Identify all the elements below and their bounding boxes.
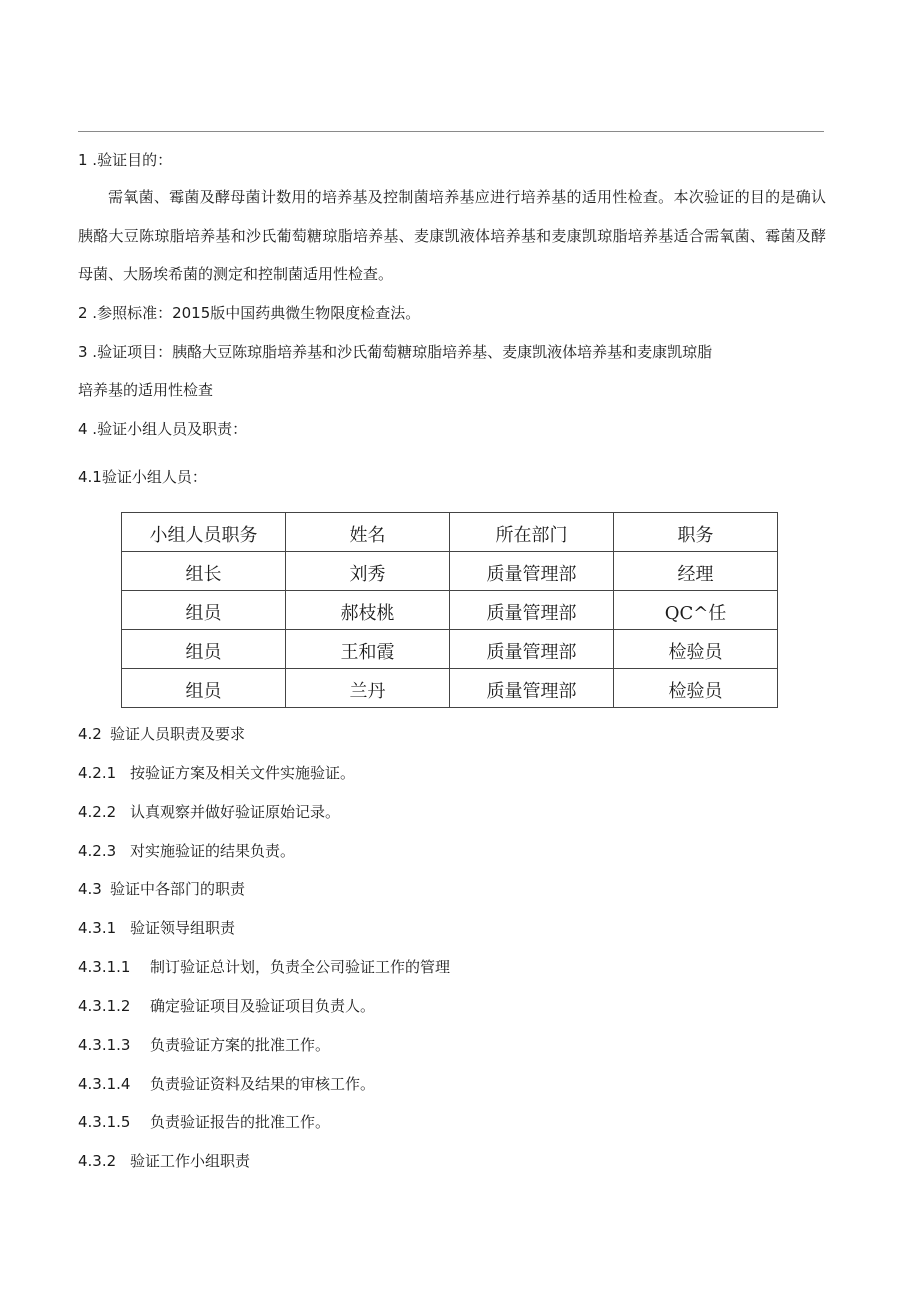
section-3-line-1: 3 .验证项目：胰酪大豆陈琼脂培养基和沙氏葡萄糖琼脂培养基、麦康凯液体培养基和麦康凯琼脂 — [78, 343, 713, 361]
table-cell: 检验员 — [614, 669, 778, 708]
table-cell: 质量管理部 — [450, 552, 614, 591]
list-item — [78, 918, 235, 938]
item-number: 4.2.3 — [78, 842, 117, 860]
list-item — [78, 802, 340, 822]
table-row — [122, 591, 778, 630]
list-item — [78, 957, 450, 977]
table-cell: QC^任 — [614, 591, 778, 630]
item-text: 负责验证方案的批准工作。 — [150, 1036, 331, 1054]
table-cell: 刘秀 — [286, 552, 450, 591]
team-members-table — [121, 512, 778, 708]
item-text: 验证工作小组职责 — [130, 1152, 251, 1170]
section-3-line-2: 培养基的适用性检查 — [78, 381, 214, 399]
list-item — [78, 1074, 375, 1094]
item-number: 4.3 — [78, 880, 102, 898]
item-number: 4.3.2 — [78, 1152, 117, 1170]
table-cell: 郝枝桃 — [286, 591, 450, 630]
table-row — [122, 669, 778, 708]
item-number: 4.3.1.3 — [78, 1036, 131, 1054]
table-row — [122, 630, 778, 669]
table-row — [122, 552, 778, 591]
item-text: 对实施验证的结果负责。 — [130, 842, 296, 860]
item-text: 按验证方案及相关文件实施验证。 — [130, 764, 356, 782]
list-item — [78, 996, 375, 1016]
table-cell: 组员 — [122, 591, 286, 630]
table-header-cell: 所在部门 — [450, 513, 614, 552]
item-text: 验证领导组职责 — [130, 919, 236, 937]
item-text: 验证中各部门的职责 — [110, 880, 246, 898]
item-text: 验证人员职责及要求 — [110, 725, 246, 743]
section-1-heading: 1 .验证目的： — [78, 151, 173, 169]
table-cell: 质量管理部 — [450, 591, 614, 630]
item-number: 4.3.1.1 — [78, 958, 131, 976]
table-header-cell: 小组人员职务 — [122, 513, 286, 552]
item-text: 负责验证报告的批准工作。 — [150, 1113, 331, 1131]
table-cell: 检验员 — [614, 630, 778, 669]
list-item — [78, 763, 355, 783]
item-number: 4.3.1.2 — [78, 997, 131, 1015]
table-cell: 组长 — [122, 552, 286, 591]
table-cell: 组员 — [122, 630, 286, 669]
item-number: 4.3.1.4 — [78, 1075, 131, 1093]
item-number: 4.3.1.5 — [78, 1113, 131, 1131]
table-cell: 经理 — [614, 552, 778, 591]
table-cell: 质量管理部 — [450, 630, 614, 669]
table-header-row — [122, 513, 778, 552]
section-4-heading: 4 .验证小组人员及职责： — [78, 420, 248, 438]
table-cell: 兰丹 — [286, 669, 450, 708]
table-cell: 组员 — [122, 669, 286, 708]
section-1-body: 需氧菌、霉菌及酵母菌计数用的培养基及控制菌培养基应进行培养基的适用性检查。本次验证的目的是确认胰酪大豆陈琼脂培养基和沙氏葡萄糖琼脂培养基、麦康凯液体培养基和麦康凯琼脂培养基适合需氧菌、霉菌及酵母菌、大肠埃希菌的测定和控制菌适用性检查。 — [78, 188, 826, 283]
item-number: 4.3.1 — [78, 919, 117, 937]
list-item — [78, 1151, 250, 1171]
list-item — [78, 1035, 330, 1055]
item-number: 4.2.1 — [78, 764, 117, 782]
header-rule — [78, 131, 824, 132]
list-item — [78, 841, 295, 861]
list-item — [78, 724, 245, 744]
table-header-cell: 姓名 — [286, 513, 450, 552]
table-header-cell: 职务 — [614, 513, 778, 552]
item-text: 负责验证资料及结果的审核工作。 — [150, 1075, 376, 1093]
item-text: 制订验证总计划，负责全公司验证工作的管理 — [150, 958, 451, 976]
list-item — [78, 1112, 330, 1132]
item-text: 认真观察并做好验证原始记录。 — [130, 803, 341, 821]
section-2-text: 2 .参照标准：2015版中国药典微生物限度检查法。 — [78, 304, 421, 322]
item-text: 确定验证项目及验证项目负责人。 — [150, 997, 376, 1015]
section-4-1-heading: 4.1验证小组人员： — [78, 468, 207, 486]
list-item — [78, 879, 245, 899]
table-cell: 王和霞 — [286, 630, 450, 669]
table-cell: 质量管理部 — [450, 669, 614, 708]
item-number: 4.2 — [78, 725, 102, 743]
item-number: 4.2.2 — [78, 803, 117, 821]
